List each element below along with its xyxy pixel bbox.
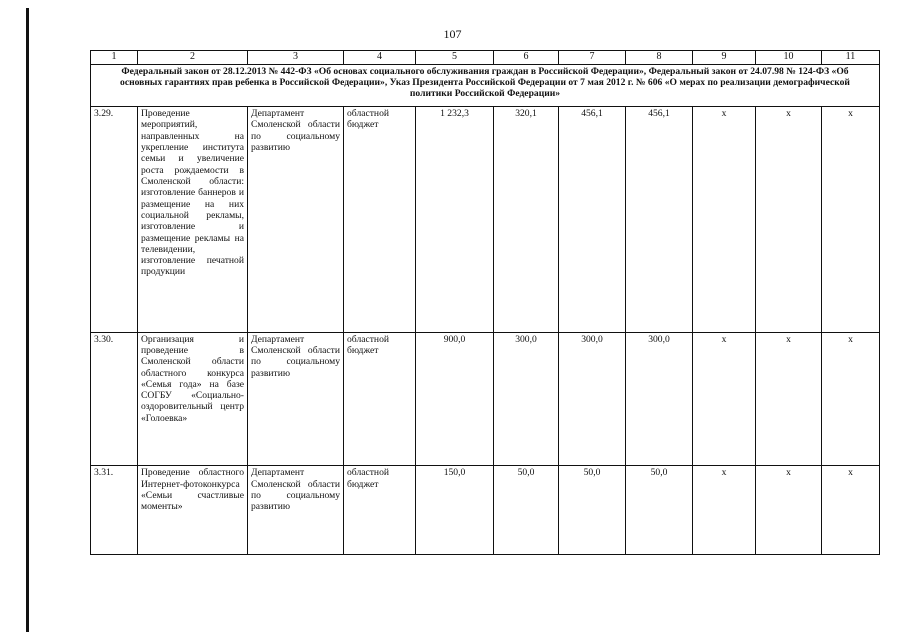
- column-header: 11: [822, 51, 880, 65]
- funding-year-3: 50,0: [626, 466, 693, 555]
- row-number: 3.30.: [91, 332, 138, 466]
- column-header: 7: [559, 51, 626, 65]
- funding-source: областной бюджет: [344, 332, 416, 466]
- column-header: 3: [248, 51, 344, 65]
- col-11-mark: х: [822, 466, 880, 555]
- funding-year-2: 456,1: [559, 107, 626, 332]
- measure-name: Организация и проведение в Смоленской области областного конкурса «Семья года» на базе СОГБУ «Социально-оздоровительный центр «Голоевка»: [138, 332, 248, 466]
- column-header: 1: [91, 51, 138, 65]
- funding-total: 1 232,3: [416, 107, 494, 332]
- col-9-mark: х: [693, 466, 756, 555]
- column-header: 2: [138, 51, 248, 65]
- executor: Департамент Смоленской области по социальному развитию: [248, 107, 344, 332]
- funding-total: 150,0: [416, 466, 494, 555]
- funding-year-2: 50,0: [559, 466, 626, 555]
- funding-year-1: 320,1: [494, 107, 559, 332]
- col-10-mark: х: [756, 332, 822, 466]
- table-row: [91, 466, 880, 555]
- measure-name: Проведение мероприятий, направленных на укрепление института семьи и увеличение роста рождаемости в Смоленской области: изготовление баннеров и размещение на них социальной рекламы, изготовление и размещение рекламы на телевидении, изготовление печатной продукции: [138, 107, 248, 332]
- col-9-mark: х: [693, 107, 756, 332]
- column-number-row: [91, 51, 880, 65]
- executor: Департамент Смоленской области по социальному развитию: [248, 332, 344, 466]
- section-title: Федеральный закон от 28.12.2013 № 442-ФЗ «Об основах социального обслуживания граждан в Российской Федерации», Федеральный закон от 24.07.98 № 124-ФЗ «Об основных гарантиях прав ребенка в Российской Федерации», Указ Президента Российской Федерации от 7 мая 2012 г. № 606 «О мерах по реализации демографической политики Российской Федерации»: [91, 65, 880, 107]
- row-number: 3.31.: [91, 466, 138, 555]
- col-10-mark: х: [756, 107, 822, 332]
- page-number: 107: [443, 27, 462, 41]
- funding-year-3: 300,0: [626, 332, 693, 466]
- executor: Департамент Смоленской области по социальному развитию: [248, 466, 344, 555]
- funding-year-3: 456,1: [626, 107, 693, 332]
- funding-total: 900,0: [416, 332, 494, 466]
- funding-source: областной бюджет: [344, 466, 416, 555]
- column-header: 5: [416, 51, 494, 65]
- program-measures-table: [90, 50, 880, 555]
- column-header: 6: [494, 51, 559, 65]
- table-row: [91, 107, 880, 332]
- column-header: 10: [756, 51, 822, 65]
- col-10-mark: х: [756, 466, 822, 555]
- col-11-mark: х: [822, 332, 880, 466]
- funding-year-1: 50,0: [494, 466, 559, 555]
- table-row: [91, 332, 880, 466]
- col-11-mark: х: [822, 107, 880, 332]
- funding-year-1: 300,0: [494, 332, 559, 466]
- row-number: 3.29.: [91, 107, 138, 332]
- measure-name: Проведение областного Интернет-фотоконкурса «Семьи счастливые моменты»: [138, 466, 248, 555]
- column-header: 4: [344, 51, 416, 65]
- section-row: [91, 65, 880, 107]
- column-header: 9: [693, 51, 756, 65]
- funding-year-2: 300,0: [559, 332, 626, 466]
- funding-source: областной бюджет: [344, 107, 416, 332]
- binding-margin-line: [26, 8, 29, 632]
- col-9-mark: х: [693, 332, 756, 466]
- column-header: 8: [626, 51, 693, 65]
